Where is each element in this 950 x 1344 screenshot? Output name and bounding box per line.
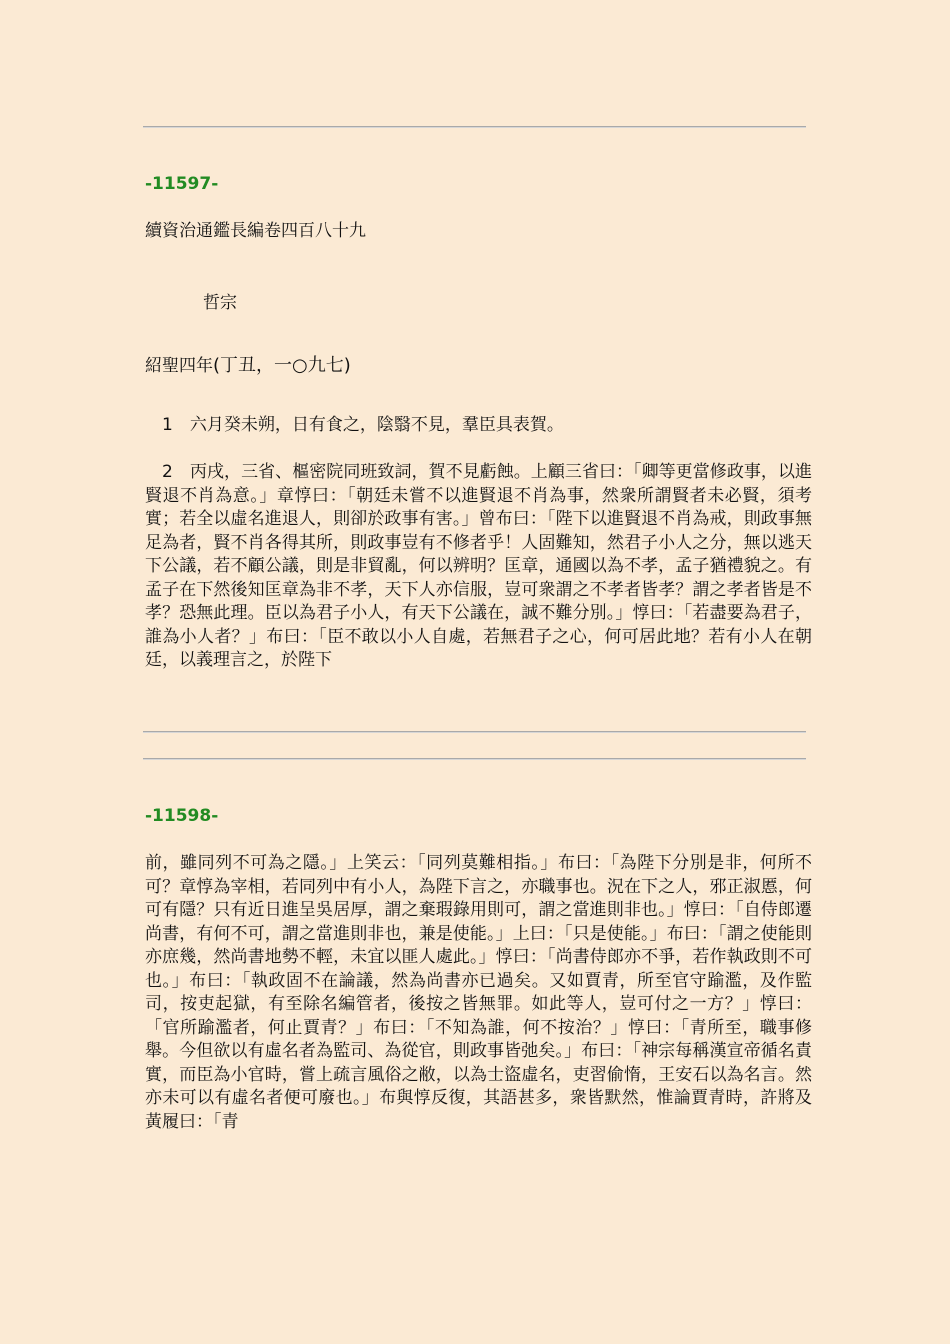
- page-break-divider-top: [143, 731, 806, 733]
- page-break-divider-bottom: [143, 758, 806, 760]
- reign-heading: 哲宗: [203, 293, 237, 313]
- page-number: -11598-: [145, 806, 219, 826]
- top-divider: [143, 126, 806, 128]
- entry-paragraph: 前，雖同列不可為之隱。」上笑云：「同列莫難相指。」布曰：「為陛下分別是非，何所不可？章惇為宰相，若同列中有小人，為陛下言之，亦職事也。況在下之人，邪正淑慝，何可有隱？只有近日進呈吳居厚，謂之棄瑕錄用則可，謂之當進則非也。」惇曰：「自侍郎遷尚書，有何不可，謂之當進則非也，兼是使能。」上曰：「只是使能。」布曰：「謂之使能則亦庶幾，然尚書地勢不輕，未宜以匪人處此。」惇曰：「尚書侍郎亦不爭，若作執政則不可也。」布曰：「執政固不在論議，然為尚書亦已過矣。又如賈青，所至官守踰濫，及作監司，按吏起獄，有至除名編管者，後按之皆無罪。如此等人，豈可付之一方？」惇曰：「官所踰濫者，何止賈青？」布曰：「不知為誰，何不按治？」惇曰：「青所至，職事修舉。今但欲以有虛名者為監司、為從官，則政事皆弛矣。」布曰：「神宗每稱漢宣帝循名責實，而臣為小官時，嘗上疏言風俗之敝，以為士盜虛名，吏習偷惰，王安石以為名言。然亦未可以有虛名者便可廢也。」布與惇反復，其語甚多，衆皆默然，惟論賈青時，許將及黃履曰：「青: [145, 853, 812, 1132]
- year-heading-main: 紹聖四年: [145, 356, 213, 376]
- entry-paragraph: 2 丙戌，三省、樞密院同班致詞，賀不見虧蝕。上顧三省曰：「卿等更當修政事，以進賢退不肖為意。」章惇曰：「朝廷未嘗不以進賢退不肖為事，然衆所謂賢者未必賢，須考實；若全以虛名進退人，則卻於政事有害。」曾布曰：「陛下以進賢退不肖為戒，則政事無足為者，賢不肖各得其所，則政事豈有不修者乎！人固難知，然君子小人之分，無以逃天下公議，若不顧公議，則是非貿亂，何以辨明？匡章，通國以為不孝，孟子猶禮貌之。有孟子在下然後知匡章為非不孝，天下人亦信服，豈可衆謂之不孝者皆孝？謂之孝者皆是不孝？恐無此理。臣以為君子小人，有天下公議在，誠不難分別。」惇曰：「若盡要為君子，誰為小人者？」布曰：「臣不敢以小人自處，若無君子之心，何可居此地？若有小人在朝廷，以義理言之，於陛下: [145, 462, 812, 670]
- page-number: -11597-: [145, 174, 219, 194]
- entry-paragraph: 1 六月癸未朔，日有食之，陰翳不見，羣臣具表賀。: [145, 415, 564, 435]
- year-heading-paren: (丁丑，一○九七): [213, 355, 351, 376]
- year-heading: [145, 355, 351, 377]
- book-title: 續資治通鑑長編卷四百八十九: [145, 221, 366, 241]
